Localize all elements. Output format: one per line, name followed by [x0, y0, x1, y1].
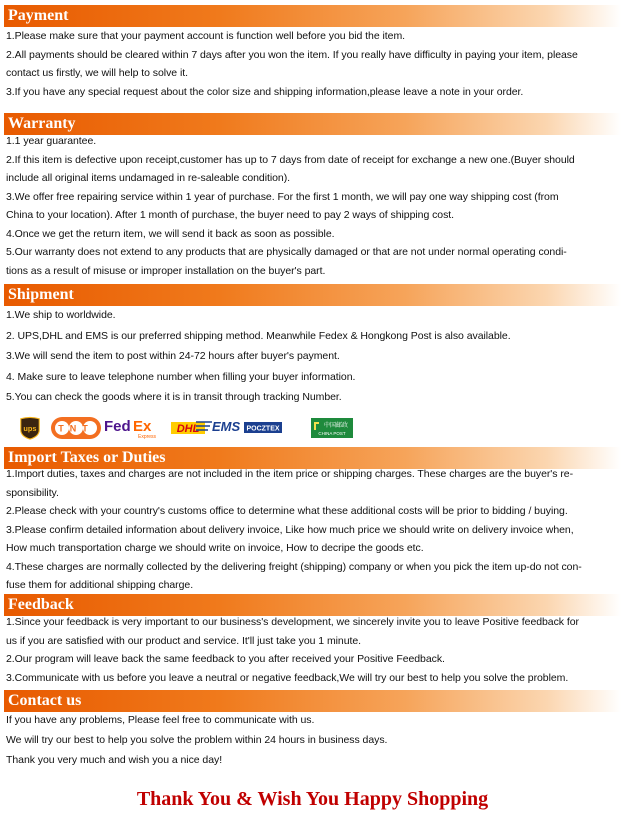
- fedex-logo: [102, 416, 168, 440]
- shipment-line: 2. UPS,DHL and EMS is our preferred shipping method. Meanwhile Fedex & Hongkong Post is also available.: [6, 329, 511, 342]
- payment-section: [6, 27, 619, 101]
- fedex-express-text: Express: [138, 434, 157, 440]
- ems-logo: [194, 416, 284, 440]
- warranty-line: include all original items undamaged in re-saleable condition).: [6, 172, 291, 184]
- import-title: Import Taxes or Duties: [8, 449, 166, 466]
- warranty-line: China to your location). After 1 month of purchase, the buyer need to pay 2 ways of shipping cost.: [6, 209, 455, 221]
- shipment-line: 4. Make sure to leave telephone number when filling your buyer information.: [6, 370, 356, 383]
- contact-line: If you have any problems, Please feel free to communicate with us.: [6, 714, 315, 726]
- contact-header: [4, 690, 621, 712]
- warranty-line: 2.If this item is defective upon receipt,customer has up to 7 days from date of receipt for exchange a new one.(Buyer should: [6, 153, 575, 166]
- shipment-line: 1.We ship to worldwide.: [6, 309, 116, 321]
- import-line: 1.Import duties, taxes and charges are not included in the item price or shipping charges. These charges are the buyer's re-: [6, 468, 574, 480]
- closing-message: Thank You & Wish You Happy Shopping: [136, 788, 489, 810]
- warranty-line: 4.Once we get the return item, we will send it back as soon as possible.: [6, 227, 335, 240]
- ems-text: EMS: [212, 419, 241, 434]
- carrier-logos: [14, 416, 364, 442]
- import-line: sponsibility.: [6, 486, 59, 499]
- warranty-line: 1.1 year guarantee.: [6, 135, 97, 147]
- payment-line: 1.Please make sure that your payment account is function well before you bid the item.: [6, 30, 406, 42]
- fedex-ex-text: Ex: [133, 418, 152, 435]
- warranty-line: 3.We offer free repairing service within 1 year of purchase. For the first 1 month, we will pay one way shipping cost (from: [6, 190, 559, 203]
- payment-line: 3.If you have any special request about the color size and shipping information,please leave a note in your order.: [6, 85, 524, 98]
- contact-line: Thank you very much and wish you a nice day!: [6, 754, 223, 766]
- china-post-sub-text: CHINA POST: [318, 431, 346, 436]
- shipment-title: Shipment: [8, 286, 74, 303]
- tnt-text: TNT: [58, 423, 94, 434]
- feedback-title: Feedback: [8, 596, 74, 613]
- feedback-line: 1.Since your feedback is very important to our business's development, we sincerely invite you to leave Positive feedback for: [6, 616, 579, 628]
- payment-line: 2.All payments should be cleared within 7 days after you won the item. If you really have difficulty in paying your item, please: [6, 48, 578, 61]
- shipment-line: 5.You can check the goods where it is in transit through tracking Number.: [6, 391, 342, 403]
- warranty-line: 5.Our warranty does not extend to any products that are physically damaged or that are not under normal operating condi-: [6, 246, 567, 258]
- import-line: 2.Please check with your country's customs office to determine what these additional costs will be prior to bidding / buying.: [6, 505, 568, 517]
- china-post-text: 中国邮政: [323, 422, 349, 429]
- contact-section: [6, 710, 619, 770]
- payment-title: Payment: [8, 7, 69, 24]
- shipment-header: [4, 284, 621, 306]
- warranty-section: [6, 132, 619, 280]
- feedback-line: us if you are satisfied with our product and service. It'll just take you 1 minute.: [6, 634, 362, 647]
- feedback-line: 2.Our program will leave back the same feedback to you after received your Positive Feedback.: [6, 653, 445, 665]
- import-line: 3.Please confirm detailed information about delivery invoice, Like how much price we should write on delivery invoice when,: [6, 523, 574, 536]
- shipment-line: 3.We will send the item to post within 24-72 hours after buyer's payment.: [6, 350, 340, 362]
- feedback-section: [6, 613, 619, 687]
- feedback-line: 3.Communicate with us before you leave a neutral or negative feedback,We will try our best to help you solve the problem.: [6, 671, 569, 684]
- warranty-line: tions as a result of misuse or improper installation on the buyer's part.: [6, 264, 326, 277]
- china-post-logo: [310, 416, 354, 440]
- import-line: How much transportation charge we should write on invoice, How to decripe the goods etc.: [6, 542, 424, 554]
- warranty-title: Warranty: [8, 115, 76, 132]
- ups-text: ups: [23, 423, 37, 433]
- payment-header: [4, 5, 621, 27]
- import-section: [6, 465, 619, 595]
- import-line: 4.These charges are normally collected by the delivering freight (shipping) company or when you pick the item up-do not con-: [6, 560, 582, 573]
- fedex-fed-text: Fed: [104, 418, 131, 435]
- payment-line: contact us firstly, we will help to solve it.: [6, 67, 188, 79]
- contact-line: We will try our best to help you solve the problem within 24 hours in business days.: [6, 734, 388, 746]
- dhl-text: DHL: [176, 423, 200, 435]
- import-line: fuse them for additional shipping charge.: [6, 579, 194, 591]
- shipment-section: [6, 305, 619, 408]
- ems-pocztex-text: POCZTEX: [246, 425, 280, 433]
- contact-title: Contact us: [8, 692, 82, 709]
- ups-logo: [18, 416, 42, 440]
- tnt-logo: [50, 416, 102, 440]
